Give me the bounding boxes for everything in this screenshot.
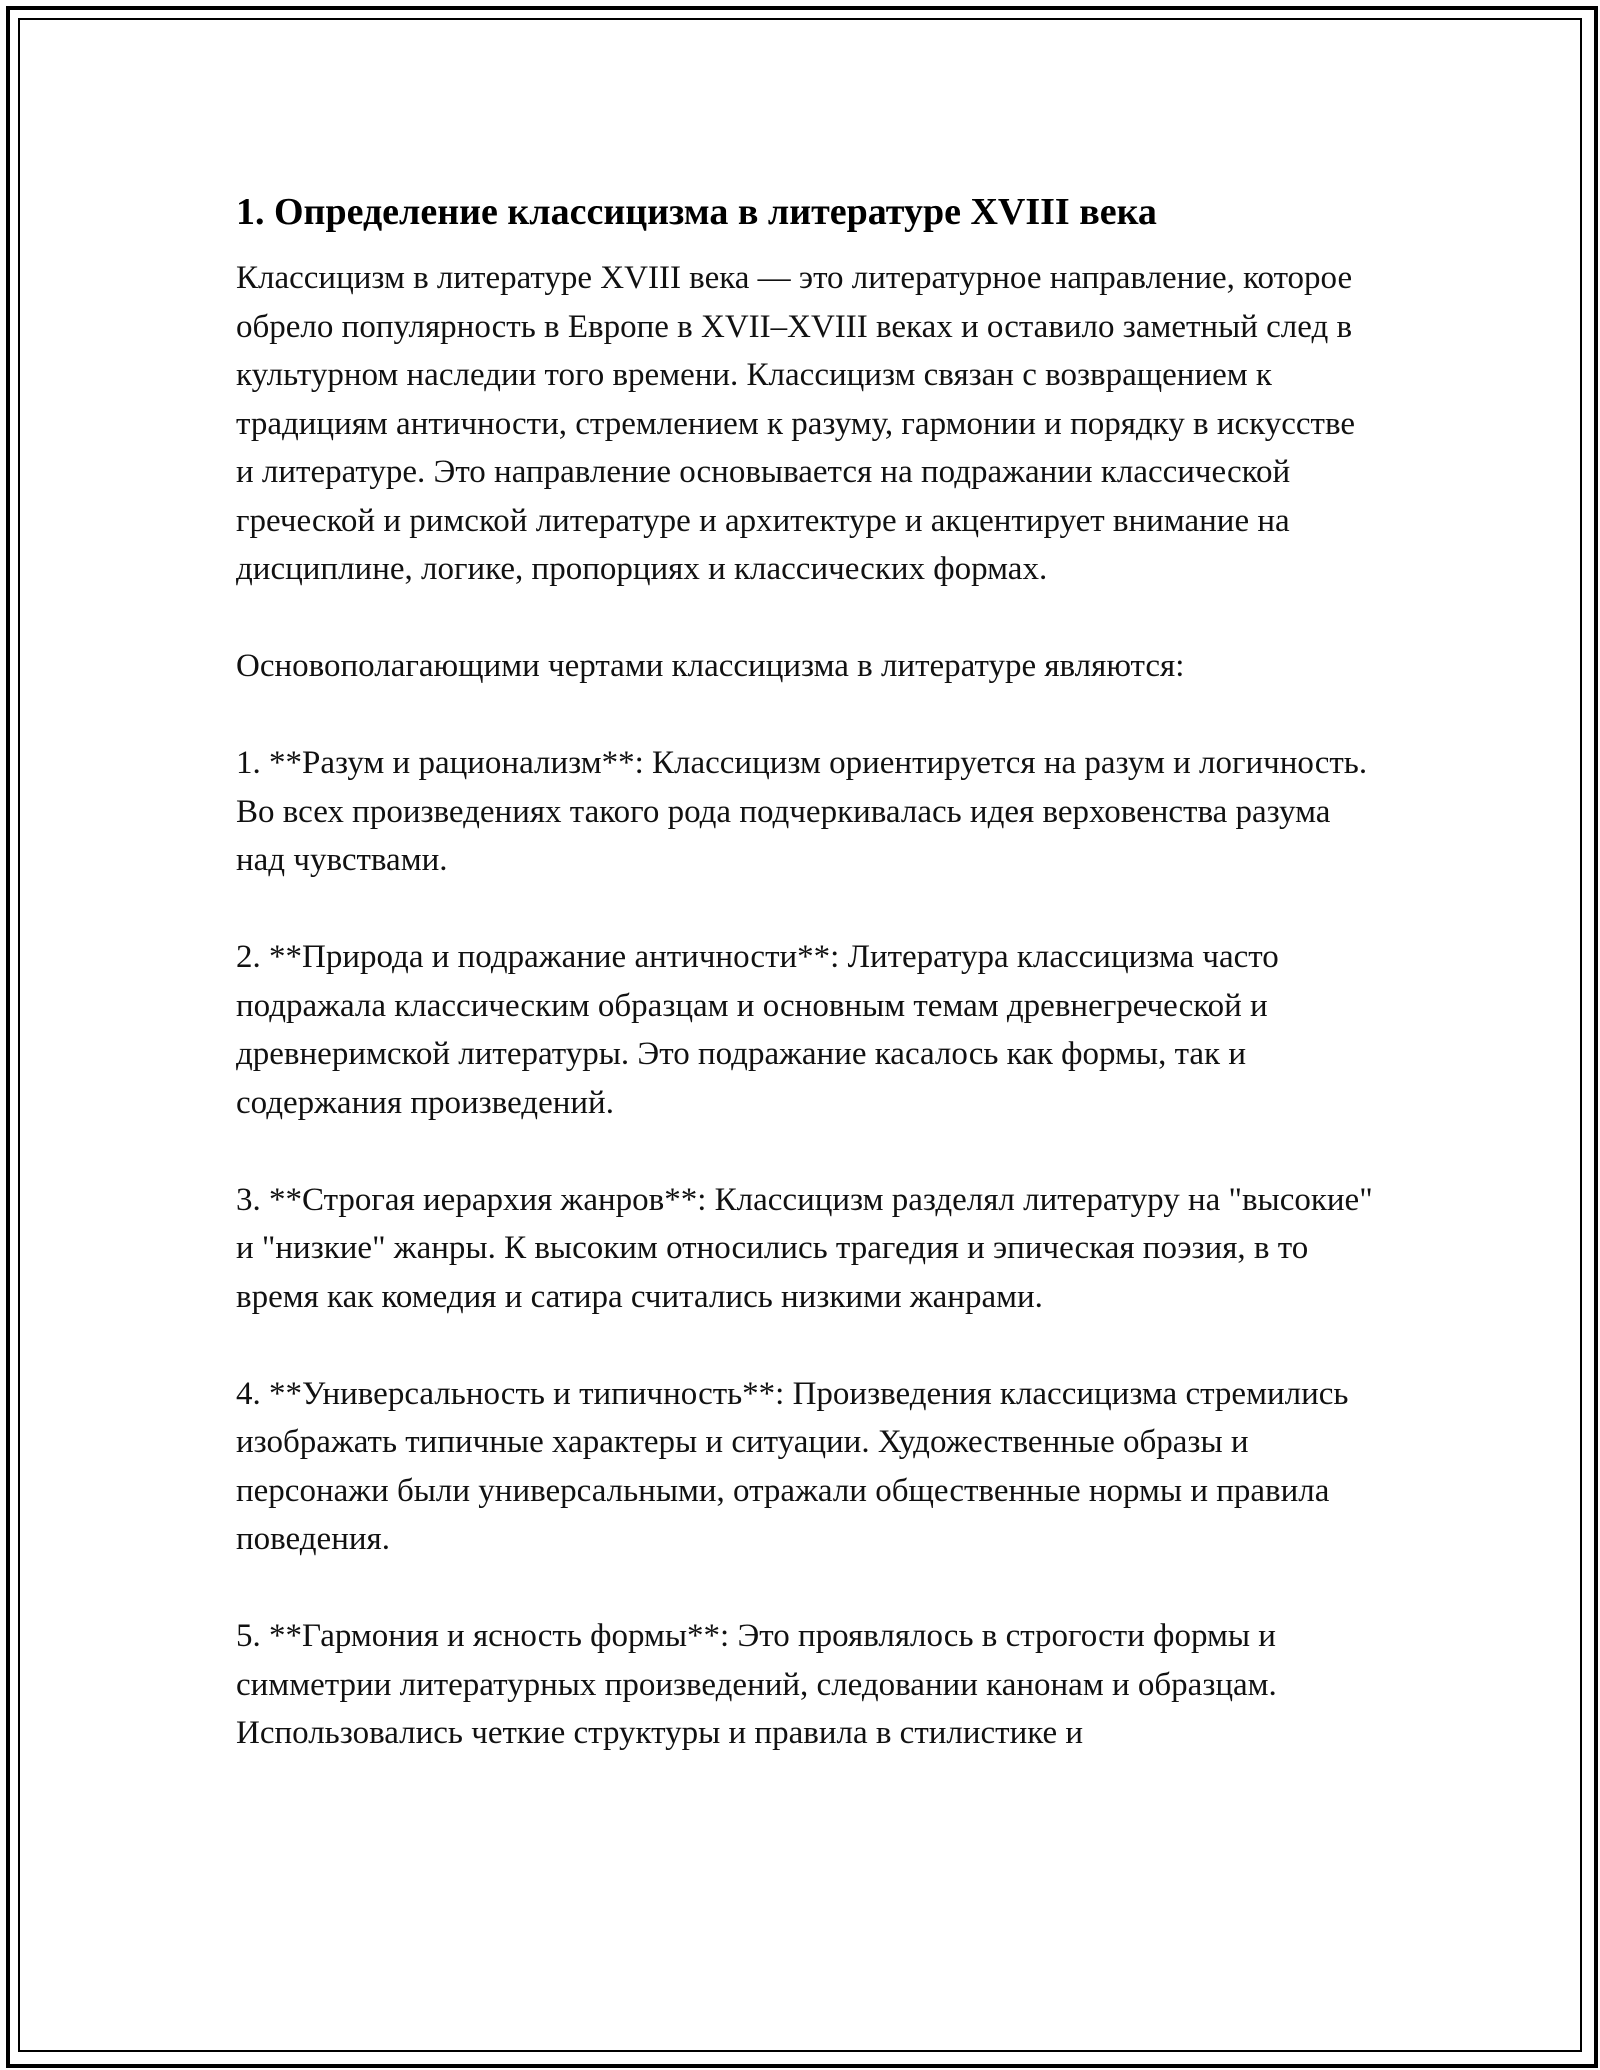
document-body: [236, 186, 1376, 1758]
features-lead-paragraph: Основополагающими чертами классицизма в литературе являются:: [236, 648, 1185, 684]
feature-item-4: 4. **Универсальность и типичность**: Произведения классицизма стремились изображать типичные характеры и ситуации. Художественные образы и персонажи были универсальными, отражали общественные нормы и правила поведения.: [236, 1375, 1349, 1557]
intro-paragraph: Классицизм в литературе XVIII века — это литературное направление, которое обрело популярность в Европе в XVII–XVIII веках и оставило заметный след в культурном наследии того времени. Классицизм связан с возвращением к традициям античности, стремлением к разуму, гармонии и порядку в искусстве и литературе. Это направление основывается на подражании классической греческой и римской литературе и архитектуре и акцентирует внимание на дисциплине, логике, пропорциях и классических формах.: [236, 260, 1355, 587]
section-heading: 1. Определение классицизма в литературе XVIII века: [236, 191, 1157, 233]
feature-item-3: 3. **Строгая иерархия жанров**: Классицизм разделял литературу на "высокие" и "низкие" жанры. К высоким относились трагедия и эпическая поэзия, в то время как комедия и сатира считались низкими жанрами.: [236, 1181, 1373, 1315]
feature-item-2: 2. **Природа и подражание античности**: Литература классицизма часто подражала классическим образцам и основным темам древнегреческой и древнеримской литературы. Это подражание касалось как формы, так и содержания произведений.: [236, 939, 1279, 1121]
feature-item-5: 5. **Гармония и ясность формы**: Это проявлялось в строгости формы и симметрии литературных произведений, следовании канонам и образцам. Использовались четкие структуры и правила в стилистике и: [236, 1618, 1277, 1751]
feature-item-1: 1. **Разум и рационализм**: Классицизм ориентируется на разум и логичность. Во всех произведениях такого рода подчеркивалась идея верховенства разума над чувствами.: [236, 745, 1368, 878]
